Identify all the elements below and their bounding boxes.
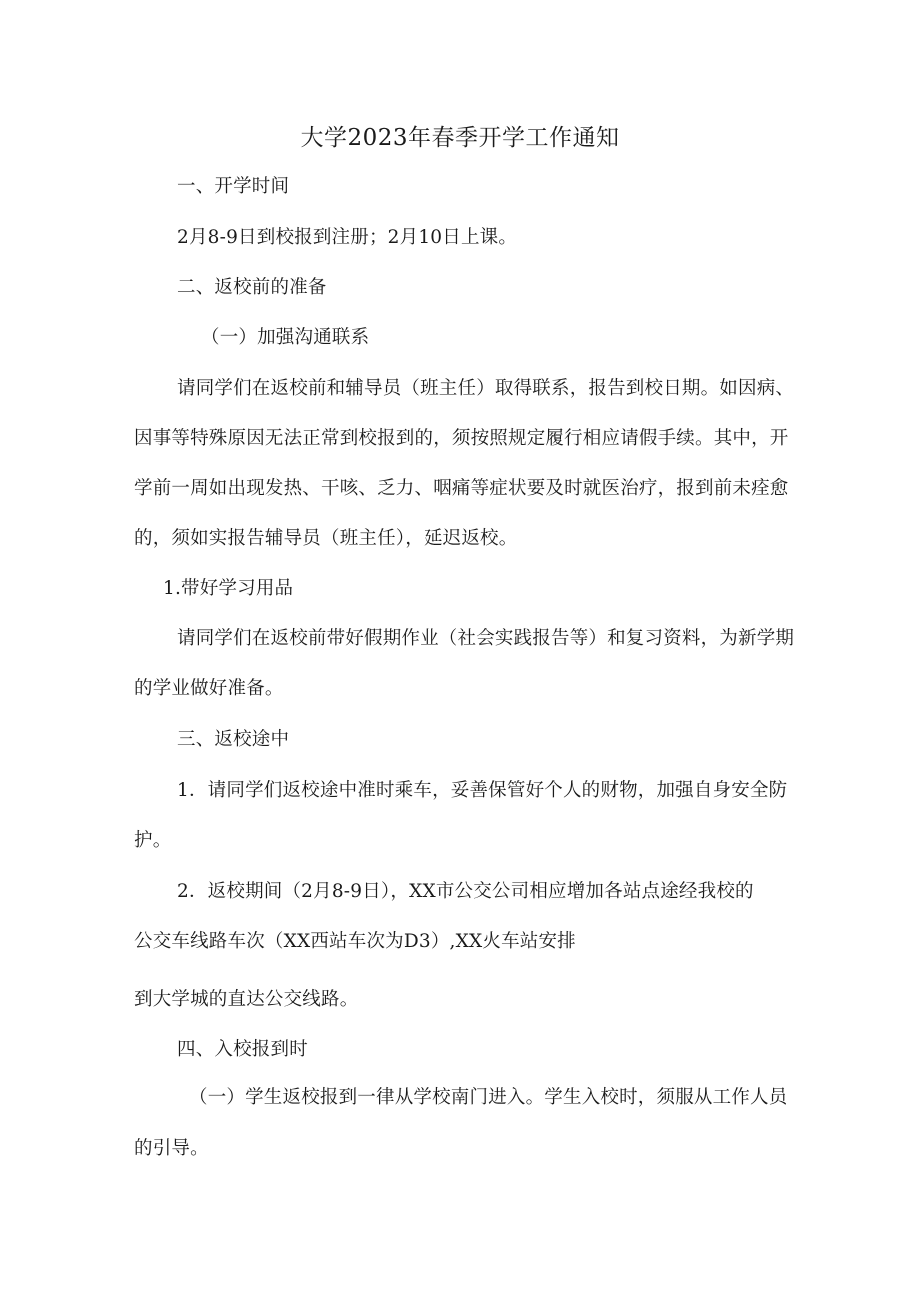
paragraph-line: （一）学生返校报到一律从学校南门进入。学生入校时，须服从工作人员 — [189, 1087, 788, 1108]
document-title: 大学2023年春季开学工作通知 — [300, 125, 620, 151]
paragraph-line: 请同学们在返校前带好假期作业（社会实践报告等）和复习资料，为新学期 — [177, 628, 795, 649]
subheading-supplies: 1.带好学习用品 — [163, 578, 294, 599]
paragraph-line: 的引导。 — [134, 1138, 209, 1159]
paragraph-line: 2．返校期间（2月8-9日），XX市公交公司相应增加各站点途经我校的 — [177, 881, 754, 902]
heading-section-2: 二、返校前的准备 — [177, 277, 327, 298]
paragraph-line: 请同学们在返校前和辅导员（班主任）取得联系，报告到校日期。如因病、 — [177, 378, 795, 399]
heading-section-1: 一、开学时间 — [177, 176, 290, 197]
paragraph-line: 到大学城的直达公交线路。 — [134, 989, 359, 1010]
paragraph-line: 1．请同学们返校途中准时乘车，妥善保管好个人的财物，加强自身安全防 — [177, 780, 788, 801]
paragraph-line: 的，须如实报告辅导员（班主任），延迟返校。 — [134, 528, 518, 549]
heading-section-4: 四、入校报到时 — [177, 1039, 308, 1060]
paragraph-line: 2月8-9日到校报到注册；2月10日上课。 — [177, 227, 518, 248]
paragraph-line: 因事等特殊原因无法正常到校报到的，须按照规定履行相应请假手续。其中，开 — [134, 428, 789, 449]
paragraph-line: 护。 — [134, 830, 172, 851]
paragraph-line: 公交车线路车次（XX西站车次为D3）,XX火车站安排 — [134, 931, 576, 952]
paragraph-line: 学前一周如出现发热、干咳、乏力、咽痛等症状要及时就医治疗，报到前未痊愈 — [134, 478, 789, 499]
heading-section-3: 三、返校途中 — [177, 729, 290, 750]
paragraph-line: 的学业做好准备。 — [134, 678, 284, 699]
subheading-communication: （一）加强沟通联系 — [201, 327, 370, 348]
